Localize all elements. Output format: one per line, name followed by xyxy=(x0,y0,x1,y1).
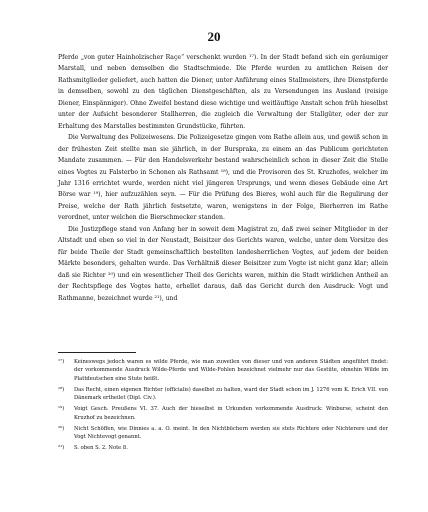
footnote-mark: ¹⁸) xyxy=(58,386,65,393)
footnote xyxy=(58,425,388,442)
footnotes xyxy=(58,358,388,455)
footnote-text: Das Recht, einen eigenen Richter (officialis) daselbst zu halten, ward der Stadt schon im J. 1276 vom K. Erich VII. von Dänemark ertheilet (Dipl. Civ.). xyxy=(74,386,388,402)
footnote-mark: ²¹) xyxy=(58,445,65,452)
paragraph-justizpflege: Die Justizpflege stand von Anfang her in soweit dem Magistrat zu, daß zwei seiner Mitglieder in der Altstadt und eben so viel in der Neustadt, Beisitzer des Gerichts waren, welche, unter dem Vorsitze des für beide Theile der Stadt gemeinschaftlich bestellten landesherrlichen Vogtes, auf jedem der beiden Märkte besonders, gehalten wurde. Das Verhältniß dieser Beisitzer zum Vogte ist nicht ganz klar; allein daß sie Richter ²⁰) und ein wesentlicher Theil des Gerichts waren, mithin die Stadt wirklichen Antheil an der Rechtspflege des Vogtes hatte, erhellet daraus, daß das Gericht durch den Ausdruck: Vogt und Rathmanne, bezeichnet wurde ²¹), und xyxy=(58,225,388,302)
footnote xyxy=(58,444,388,452)
paragraph-polizeiwesen: Die Verwaltung des Polizeiwesens. Die Polizeigesetze gingen vom Rathe allein aus, und gewiß schon in der frühesten Zeit stellte man sie jährlich, in der Burspraka, zu einem an das Publicum gerichteten Mandate zusammen. — Für den Handelsverkehr bestand wahrscheinlich schon in dieser Zeit die Stelle eines Vogtes zu Falsterbo in Schonen als Rathsamt ¹⁸), und die Provisoren des St. Kruzhofes, welcher im Jahr 1316 errichtet wurde, werden nicht viel jüngeren Ursprungs, und wenn dieses Gebäude eine Art Börse war ¹⁹), hier aufzuzählen seyn. — Für die Prüfung des Bieres, wohl auch für die Regulirung der Preise, welche der Rath jährlich festsetzte, waren, wenigstens in der Folge, Bierherren im Rathe verordnet, unter welchen die Bierschmecker standen. xyxy=(58,134,388,222)
footnote xyxy=(58,386,388,403)
footnote-text: S. oben S. 2. Note 8. xyxy=(74,445,128,452)
footnote xyxy=(58,358,388,383)
page-number: 20 xyxy=(207,29,221,44)
footnote-mark: ²⁰) xyxy=(58,425,65,432)
footnote-text: Voigt Gesch. Preußens VI. 37. Auch der hieselbst in Urkunden vorkommende Ausdruck: Winburse, scheint den Kruzhof zu bezeichnen. xyxy=(74,406,388,421)
footnote xyxy=(58,405,388,422)
footnote-text: Keineswegs jedoch waren es wilde Pferde, wie man zuweilen von dieser und von anderen Städten angeführt findet: der vorkommende Ausdruck Wilde-Pferde und Wilde-Fohlen bezeichnet vielmehr nur das Gestüte, ohnehin Wilde im Plattdeutschen eine Stute heißt. xyxy=(74,359,388,382)
footnote-mark: ¹⁹) xyxy=(58,406,65,413)
footnote-mark: ¹⁷) xyxy=(58,359,65,365)
footnote-text: Nicht Schöffen, wie Dinnies a. a. O. meint. In den Nichtbüchern werden sie stets Richtere oder Nichterere und der Vogt Nichtevogt genannt. xyxy=(74,425,388,441)
main-text xyxy=(58,52,388,304)
paragraph-marstall: Pferde „von guter Hainholzischer Raçe“ verschenkt wurden ¹⁷). In der Stadt befand sich ein geräumiger Marstall, und neben demselben die Stadtschmiede. Die Pferde wurden zu amtlichen Reisen der Rathsmitglieder geliefert, auch hatten die Diener, unter Anführung eines Stallmeisters, ihre Dienstpferde in demselben, sowohl zu den täglichen Dienstgeschäften, als zu Versendungen ins Ausland (reisige Diener, Einspänniger). Ohne Zweifel bestand diese wichtige und weitläuftige Anstalt schon früh hieselbst unter der Aufsicht besonderer Stallherren, die zugleich die Verwaltung der Stallgüter, oder der zur Erhaltung des Marstalles bestimmten Grundstücke, führten. xyxy=(58,54,388,130)
footnote-separator xyxy=(58,352,136,353)
